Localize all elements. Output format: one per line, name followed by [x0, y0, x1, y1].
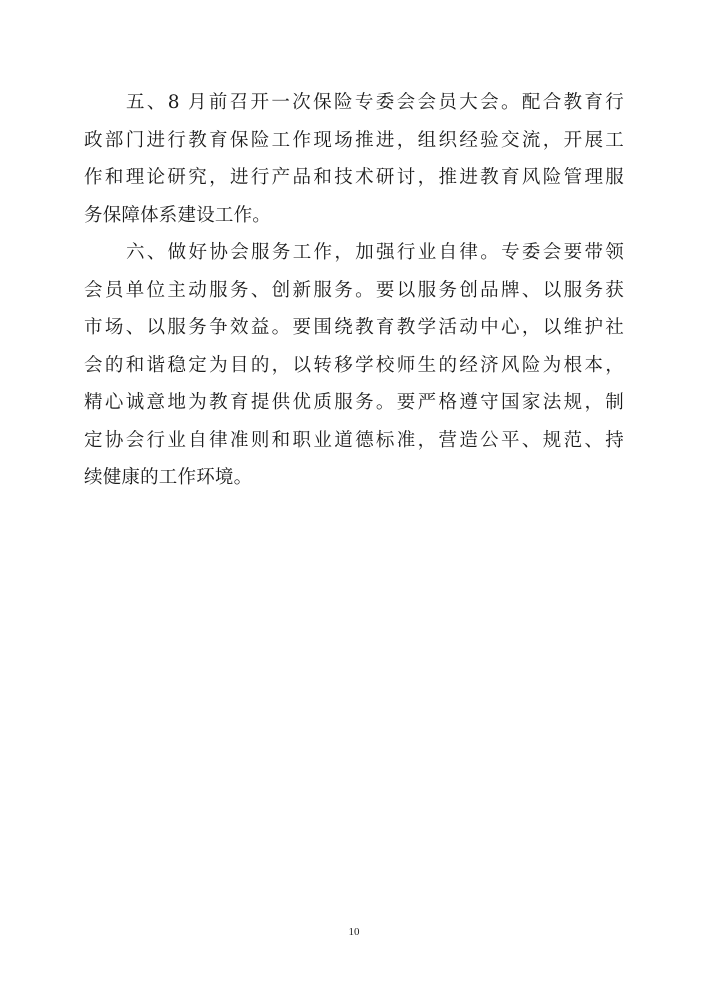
text-line: 精心诚意地为教育提供优质服务。要严格遵守国家法规，制 — [84, 392, 624, 413]
text-line: 务保障体系建设工作。 — [84, 204, 272, 226]
text-line: 作和理论研究，进行产品和技术研讨，推进教育风险管理服 — [84, 167, 624, 188]
document-body — [84, 84, 624, 497]
page-number: 10 — [348, 926, 360, 938]
text-line: 六、做好协会服务工作，加强行业自律。专委会要带领 — [126, 242, 624, 263]
text-line: 政部门进行教育保险工作现场推进，组织经验交流，开展工 — [84, 129, 624, 151]
text-line: 会员单位主动服务、创新服务。要以服务创品牌、以服务获 — [84, 279, 624, 301]
paragraph-item-six — [84, 234, 624, 497]
text-line: 市场、以服务争效益。要围绕教育教学活动中心，以维护社 — [84, 317, 624, 338]
text-line: 定协会行业自律准则和职业道德标准，营造公平、规范、持 — [84, 429, 624, 451]
text-line: 续健康的工作环境。 — [84, 467, 253, 488]
text-line: 会的和谐稳定为目的，以转移学校师生的经济风险为根本， — [84, 354, 624, 376]
paragraph-item-five — [84, 84, 624, 234]
text-line: 五、8 月前召开一次保险专委会会员大会。配合教育行 — [126, 92, 624, 113]
